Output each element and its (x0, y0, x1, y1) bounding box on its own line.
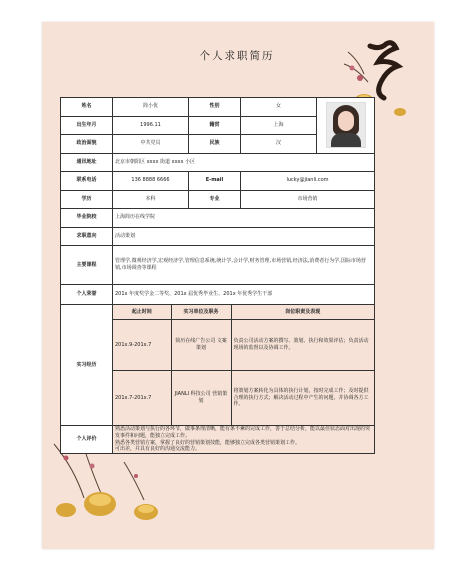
gender-value: 女 (241, 98, 317, 117)
avatar (326, 102, 366, 148)
major-label: 专业 (189, 190, 241, 209)
address-value: 北京市朝阳区 xxxx 街道 xxxx 小区 (113, 153, 375, 172)
gender-label: 性别 (189, 98, 241, 117)
internship-unit: 简历在线广告公司 文案策划 (171, 320, 231, 371)
email-label: E-mail (189, 172, 241, 191)
courses-label: 主要课程 (61, 246, 113, 285)
address-label: 通讯地址 (61, 153, 113, 172)
internship-unit: JIANLI 科技公司 营销策划 (171, 371, 231, 426)
origin-label: 籍贯 (189, 116, 241, 135)
internship-label: 实习经历 (61, 305, 113, 426)
major-value: 市场营销 (241, 190, 375, 209)
table-row (61, 246, 375, 285)
evaluation-paragraph: 熟悉各类营销方案，掌握了良好的营销策划技能，能够独立完成各类营销策划工作。 (115, 439, 301, 446)
eval-label: 个人评价 (61, 426, 113, 454)
origin-value: 上海 (241, 116, 317, 135)
dob-label: 出生年月 (61, 116, 113, 135)
photo-cell (317, 98, 375, 154)
politics-label: 政治面貌 (61, 135, 113, 154)
phone-label: 联系电话 (61, 172, 113, 191)
ethnic-label: 民族 (189, 135, 241, 154)
resume-table (60, 97, 375, 454)
table-row (61, 426, 375, 454)
school-value: 上海简历在线学院 (113, 209, 375, 228)
table-row (61, 172, 375, 191)
table-row (61, 285, 375, 305)
evaluation-paragraph: 熟悉活动策划与执行的各环节，做事条理清晰，能有条不紊的完成工作，善于总结分析，能以最佳状态面对出现的突发事件和问题，能独立完成工作。 (115, 426, 371, 439)
evaluation-cell (113, 426, 375, 454)
table-row (61, 305, 375, 426)
evaluation-paragraph: 可出差，并具有良好的沟通交流能力。 (115, 446, 201, 453)
table-row (61, 209, 375, 228)
internship-period: 201x.7-201x.7 (113, 371, 171, 426)
name-label: 姓名 (61, 98, 113, 117)
table-row (61, 190, 375, 209)
table-row (61, 227, 375, 246)
ethnic-value: 汉 (241, 135, 317, 154)
degree-value: 本科 (113, 190, 189, 209)
internship-header-duty: 岗位职责及表现 (231, 305, 374, 320)
phone-value: 136 8888 6666 (113, 172, 189, 191)
honors-value: 201x 年度奖学金二等奖、201x 届优秀毕业生、201x 年优秀学生干部 (113, 285, 375, 305)
intent-value: 活动策划 (113, 227, 375, 246)
table-row (61, 153, 375, 172)
school-label: 毕业院校 (61, 209, 113, 228)
internship-period: 201x.9-201x.7 (113, 320, 171, 371)
internship-cell (113, 305, 375, 426)
email-value: lucky@jianli.com (241, 172, 375, 191)
internship-header-period: 起止时间 (113, 305, 171, 320)
intent-label: 求职意向 (61, 227, 113, 246)
honors-label: 个人荣誉 (61, 285, 113, 305)
dob-value: 1996.11 (113, 116, 189, 135)
internship-header-unit: 实习单位及职务 (171, 305, 231, 320)
page-title: 个人求职简历 (199, 50, 275, 62)
table-row (113, 371, 374, 426)
politics-value: 中共党员 (113, 135, 189, 154)
internship-header-row (113, 305, 374, 320)
table-row (61, 98, 375, 117)
table-row (113, 320, 374, 371)
courses-value: 管理学,微观经济学,宏观经济学,管理信息系统,统计学,会计学,财务管理,市场营销,经济法,消费者行为学,国际市场营销,市场调查等课程 (113, 246, 375, 285)
name-value: 简小优 (113, 98, 189, 117)
degree-label: 学历 (61, 190, 113, 209)
internship-duty: 负责公司活动方案的撰写、策划、执行和效果评估；负责活动现场的监督以及协调工作。 (231, 320, 374, 371)
internship-table (113, 305, 374, 425)
internship-duty: 将策划方案转化为具体的执行计划，按时完成工作；及时提供合理的执行方式；解决活动过程中产生的问题，并协调各方工作。 (233, 387, 369, 408)
